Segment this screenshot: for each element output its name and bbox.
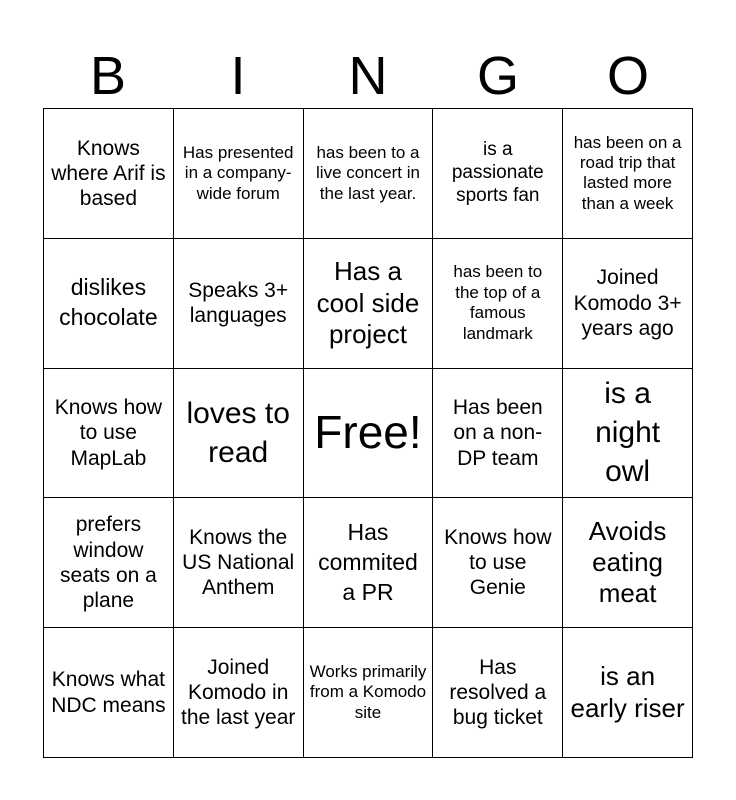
cell-text: Speaks 3+ languages <box>188 279 289 328</box>
bingo-cell[interactable] <box>563 109 693 239</box>
header-letter-n: N <box>348 46 388 106</box>
bingo-cell[interactable] <box>44 498 174 628</box>
bingo-cell[interactable] <box>563 369 693 499</box>
header-letter-i: I <box>230 46 246 106</box>
cell-text: Has resolved a bug ticket <box>449 655 547 730</box>
cell-text: has been to a live concert in the last year. <box>316 142 420 203</box>
header-letter-o: O <box>606 46 649 106</box>
cell-text: is a passionate sports fan <box>451 139 544 206</box>
cell-text: Knows the US National Anthem <box>182 526 295 600</box>
cell-text: Has presented in a company-wide forum <box>182 142 294 203</box>
bingo-cell[interactable] <box>304 109 434 239</box>
bingo-cell[interactable] <box>44 239 174 369</box>
bingo-cell[interactable] <box>44 109 174 239</box>
cell-text: Knows how to use MapLab <box>54 396 163 470</box>
bingo-grid <box>43 108 693 758</box>
bingo-cell[interactable] <box>563 239 693 369</box>
free-space-label: Free! <box>314 406 422 459</box>
bingo-cell[interactable] <box>433 628 563 758</box>
cell-text: Has commited a PR <box>318 518 418 605</box>
cell-text: Works primarily from a Komodo site <box>309 662 427 722</box>
cell-text: loves to read <box>186 396 290 469</box>
cell-text: is a night owl <box>595 377 661 489</box>
bingo-cell[interactable] <box>44 628 174 758</box>
bingo-cell[interactable] <box>304 498 434 628</box>
bingo-cell[interactable] <box>563 628 693 758</box>
bingo-header <box>43 46 693 106</box>
cell-text: Has a cool side project <box>316 256 420 349</box>
cell-text: has been on a road trip that lasted more than a week <box>573 132 682 213</box>
cell-text: Knows where Arif is based <box>51 136 166 210</box>
cell-text: dislikes chocolate <box>59 274 158 331</box>
bingo-cell[interactable] <box>44 369 174 499</box>
cell-text: is an early riser <box>570 661 685 723</box>
free-cell[interactable] <box>304 369 434 499</box>
bingo-cell[interactable] <box>174 239 304 369</box>
bingo-cell[interactable] <box>174 109 304 239</box>
bingo-cell[interactable] <box>174 628 304 758</box>
bingo-cell[interactable] <box>304 628 434 758</box>
cell-text: Joined Komodo 3+ years ago <box>573 266 682 340</box>
bingo-cell[interactable] <box>433 369 563 499</box>
header-letter-g: G <box>476 46 519 106</box>
cell-text: Has been on a non-DP team <box>452 396 543 470</box>
cell-text: Knows what NDC means <box>51 668 166 717</box>
bingo-cell[interactable] <box>174 498 304 628</box>
bingo-cell[interactable] <box>433 109 563 239</box>
cell-text: has been to the top of a famous landmark <box>453 262 543 343</box>
cell-text: Avoids eating meat <box>588 516 667 609</box>
cell-text: Knows how to use Genie <box>444 526 552 600</box>
bingo-cell[interactable] <box>304 239 434 369</box>
bingo-cell[interactable] <box>174 369 304 499</box>
cell-text: Joined Komodo in the last year <box>180 655 296 730</box>
bingo-cell[interactable] <box>433 239 563 369</box>
bingo-cell[interactable] <box>433 498 563 628</box>
cell-text: prefers window seats on a plane <box>59 513 157 612</box>
bingo-cell[interactable] <box>563 498 693 628</box>
header-letter-b: B <box>89 46 127 106</box>
